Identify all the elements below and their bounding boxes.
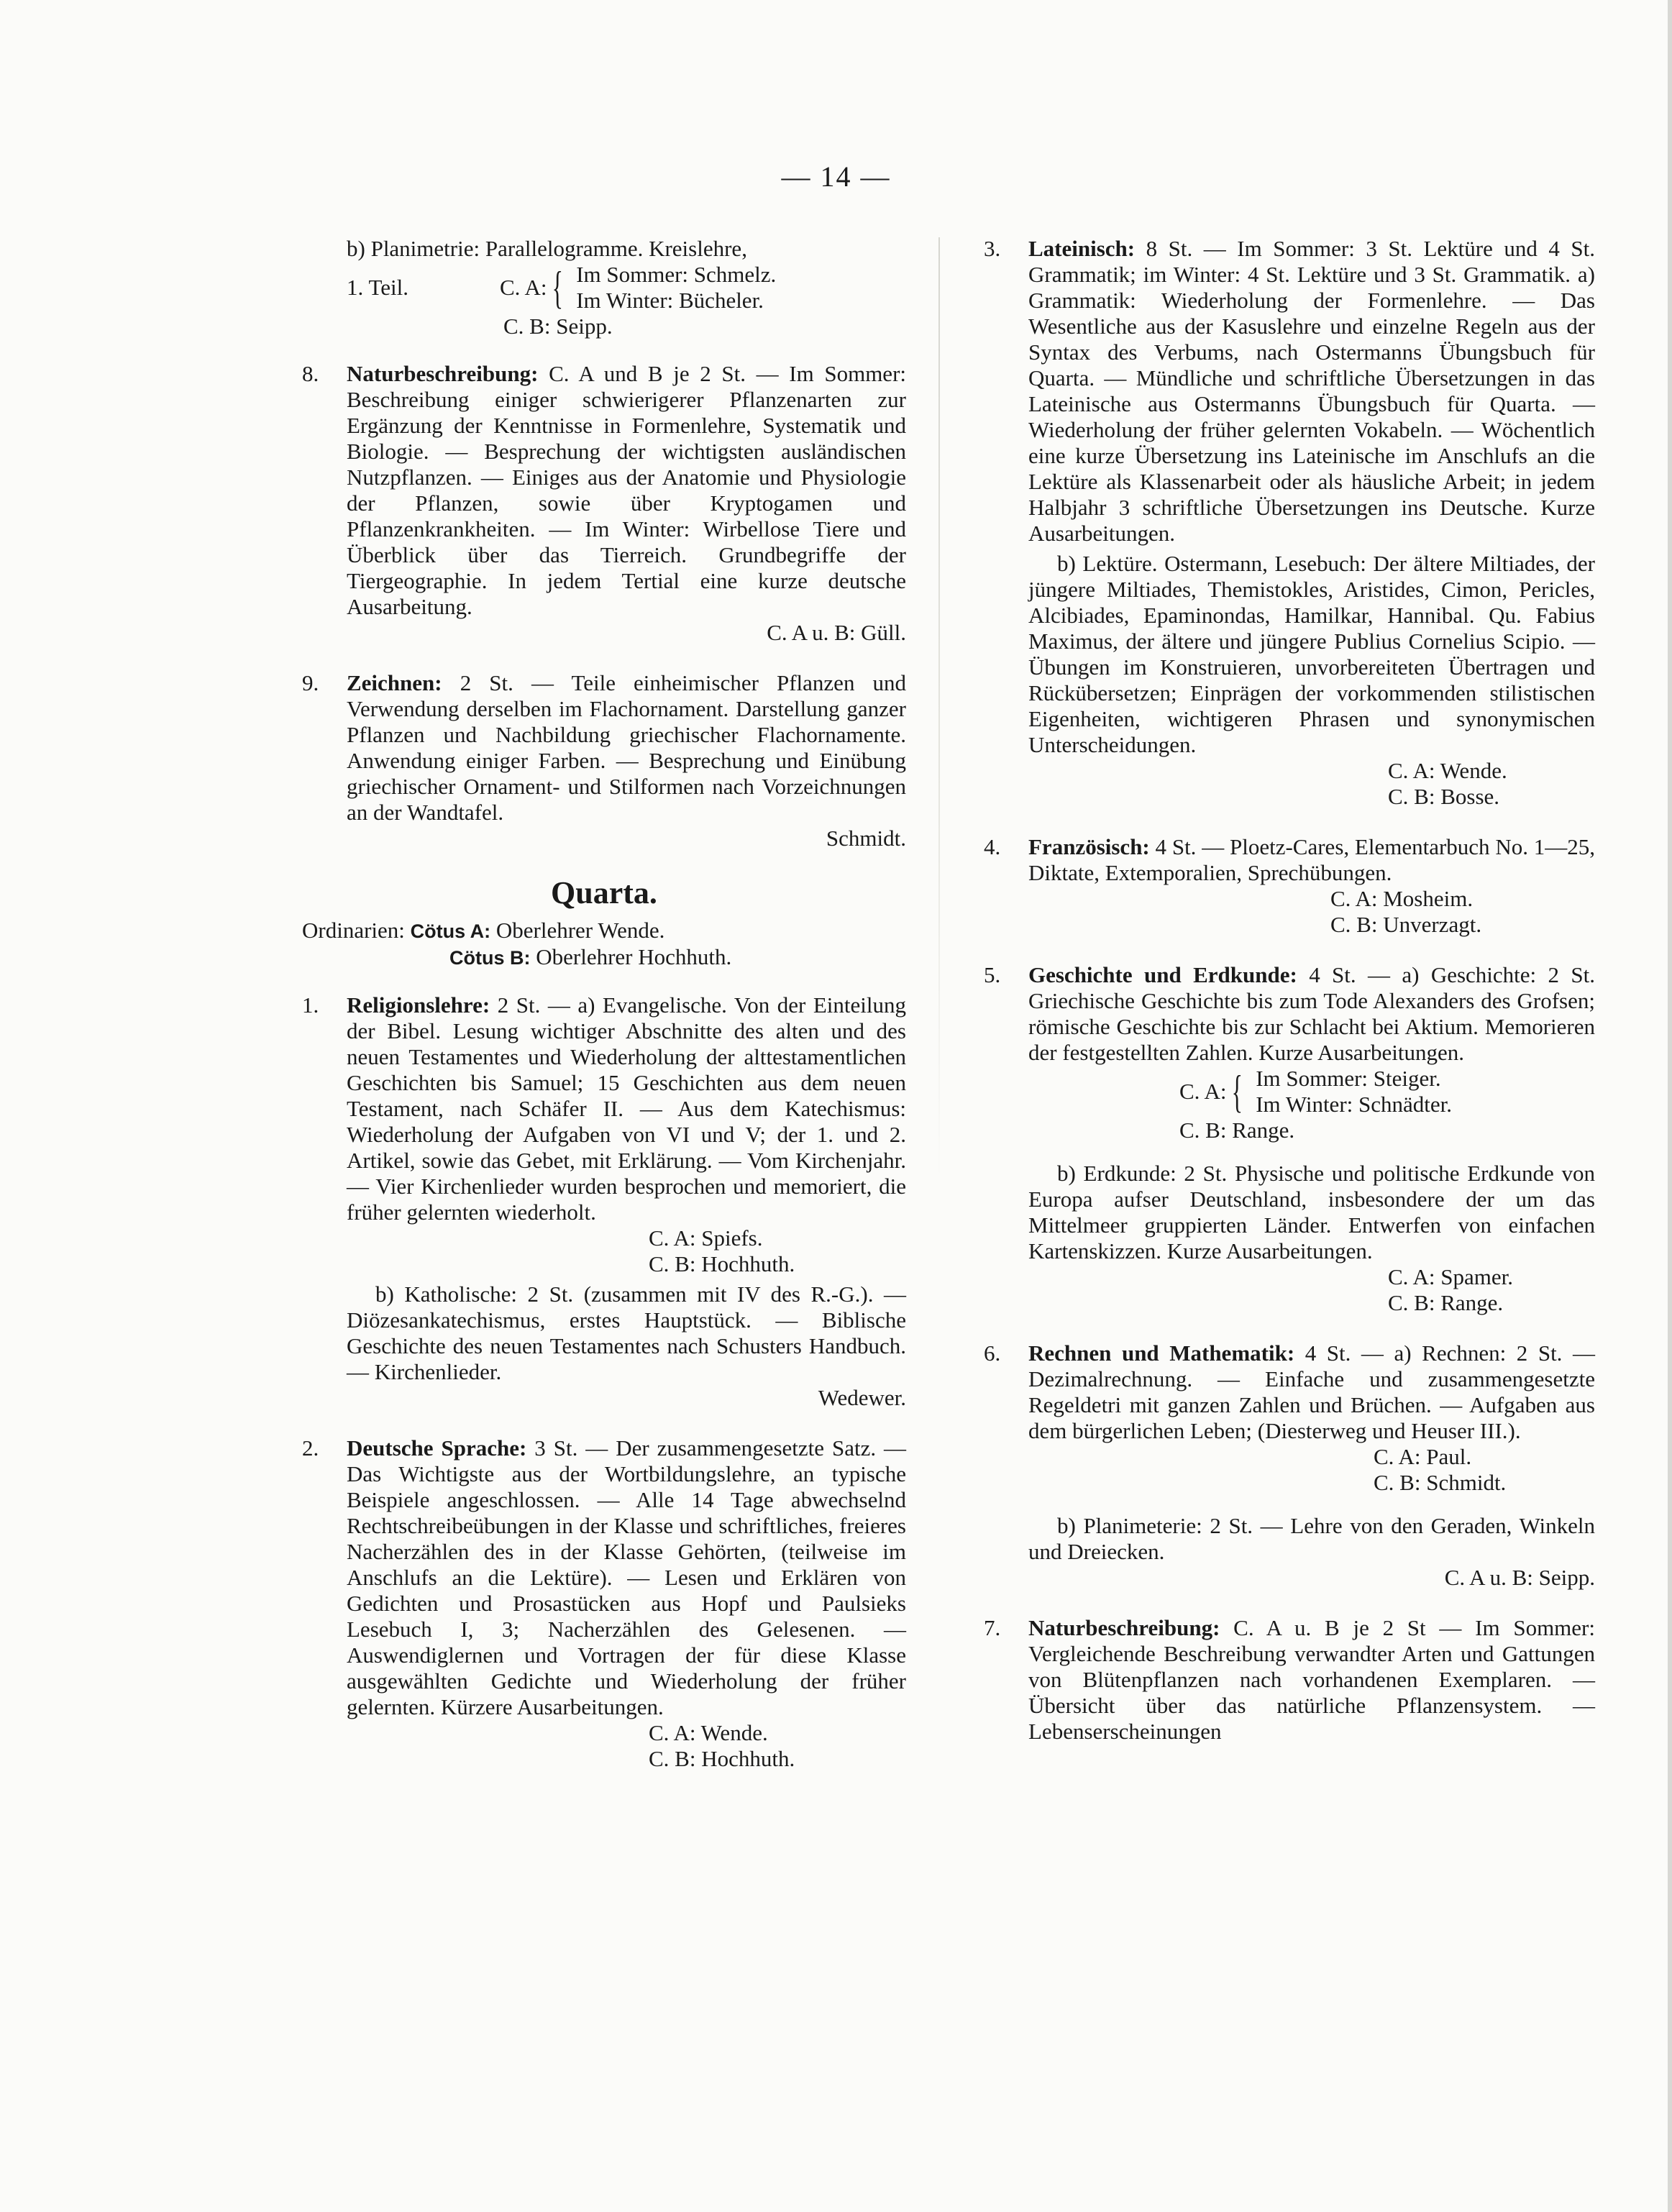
item-6 — [984, 1340, 1595, 1591]
ordinarien — [302, 918, 906, 971]
ordinarien-label: Ordinarien: — [302, 918, 405, 943]
planimetrie-line1: b) Planimetrie: Parallelogramme. Kreislehre, — [347, 236, 747, 261]
item-text-b: b) Lektüre. Ostermann, Lesebuch: Der ältere Miltiades, der jüngere Miltiades, Themistokles, Aristides, Cimon, Pericles, Alcibiades, Epaminondas, Hamilkar, Hannibal. Qu. Fabius Maximus, der ältere und jüngere Publius Cornelius Scipio. — Übungen im Konstruieren, unvorbereiteten Übertragen und Rückübersetzen; Einprägen der vorkommenden stilistischen Eigenheiten, wichtigeren Phrasen und synonymischen Unterscheidungen. — [1028, 551, 1595, 757]
planimetrie-line2: 1. Teil. — [347, 275, 408, 300]
item-heading: Naturbeschreibung: — [1028, 1615, 1220, 1640]
planimetrie-cb: C. B: Seipp. — [503, 314, 613, 339]
teacher-b: C. B: Schmidt. — [1374, 1470, 1507, 1495]
right-column — [984, 236, 1595, 1769]
item-text: 4 St. — a) Geschichte: 2 St. Griechische Geschichte bis zum Tode Alexanders des Grofsen; römische Geschichte bis zur Schlacht bei Aktium. Memorieren der festgestellten Zahlen. Kurze Ausarbeitungen. — [1028, 962, 1596, 1065]
item-heading: Lateinisch: — [1028, 236, 1136, 261]
teacher-b: C. B: Hochhuth. — [649, 1251, 795, 1276]
teacher-a: C. A: Spamer. — [1388, 1264, 1513, 1289]
item-heading: Deutsche Sprache: — [347, 1435, 527, 1461]
item-heading: Rechnen und Mathematik: — [1028, 1340, 1295, 1366]
teacher-b: C. B: Unverzagt. — [1330, 912, 1482, 937]
item-heading: Geschichte und Erdkunde: — [1028, 962, 1297, 987]
teacher-b: C. B: Hochhuth. — [649, 1746, 795, 1771]
item-text: 3 St. — Der zusammengesetzte Satz. — Das Wichtigste aus der Wortbildungslehre, an typische Beispiele angeschlossen. — Alle 14 Tage abwechselnd Rechtschreibeübungen in der Klasse und schriftliches, freieres Nacherzählen des in der Klasse Gehörten, (teilweise im Anschlufs an die Lektüre). — Lesen und Erklären von Gedichten und Prosastücken aus Hopf und Paulsieks Lesebuch I, 3; Nacherzählen des Gelesenen. — Auswendiglernen und Vortragen der für diese Klasse ausgewählten Gedichte und Wiederholung der früher gelernten. Kürzere Ausarbeitungen. — [347, 1435, 907, 1719]
item-text: C. A u. B je 2 St — Im Sommer: Vergleichende Beschreibung verwandter Arten und Gattungen von Blütenpflanzen nach vorhandenen Exemplaren. — Übersicht über das natürliche Pflanzensystem. — Lebenserscheinungen — [1028, 1615, 1595, 1744]
brace-icon: { — [1232, 1066, 1243, 1117]
planimetrie-ca-label: C. A: — [500, 275, 547, 300]
item-2 — [302, 1435, 906, 1772]
teacher-b: C. B: Range. — [1388, 1290, 1504, 1315]
coetus-a-value: Oberlehrer Wende. — [495, 918, 665, 943]
item-heading: Religionslehre: — [347, 992, 490, 1018]
item-text-b: b) Katholische: 2 St. (zusammen mit IV des R.-G.). — Diözesankatechismus, erstes Hauptstück. — Biblische Geschichte des neuen Testamentes nach Schusters Handbuch. — Kirchenlieder. — [347, 1281, 906, 1384]
scan-edge — [1668, 0, 1672, 2212]
item-number: 4. — [984, 834, 1001, 859]
column-divider — [938, 237, 940, 1179]
item-4 — [984, 834, 1595, 938]
planimetrie-continuation — [302, 236, 906, 339]
item-number: 8. — [302, 361, 319, 386]
coetus-a-key: Cötus A: — [410, 920, 491, 942]
item-number: 5. — [984, 962, 1001, 987]
teacher-a: C. A: Wende. — [1388, 758, 1507, 783]
item-text: 2 St. — a) Evangelische. Von der Einteilung der Bibel. Lesung wichtiger Abschnitte des alten und des neuen Testamentes und Wiederholung der alttestamentlichen Geschichten bis Samuel; 15 Geschichten aus dem neuen Testament, nach Schäfer II. — Aus dem Katechismus: Wiederholung der Aufgaben von VI und V; der 1. und 2. Artikel, sowie das Gebet, mit Erklärung. — Vom Kirchenjahr. — Vier Kirchenlieder wurden besprochen und memoriert, die früher gelernten wiederholt. — [347, 992, 907, 1225]
item-number: 1. — [302, 992, 319, 1018]
item-text: 4 St. — Ploetz-Cares, Elementarbuch No. 1—25, Diktate, Extemporalien, Sprechübungen. — [1028, 834, 1595, 885]
item-5 — [984, 962, 1595, 1316]
teacher-c: Wedewer. — [818, 1385, 906, 1410]
teacher-a: C. A: Spiefs. — [649, 1225, 763, 1251]
teacher-a: C. A: Paul. — [1374, 1444, 1472, 1469]
coetus-b-key: Cötus B: — [449, 947, 531, 969]
item-heading: Naturbeschreibung: — [347, 361, 539, 386]
planimetrie-ca-winter: Im Winter: Bücheler. — [576, 288, 764, 313]
item-text-b: b) Erdkunde: 2 St. Physische und politische Erdkunde von Europa aufser Deutschland, insbesondere der um das Mittelmeer gruppierten Länder. Entwerfen von einfachen Kartenskizzen. Kurze Ausarbeitungen. — [1028, 1161, 1595, 1263]
geschichte-ca-label: C. A: — [1179, 1079, 1227, 1104]
item-text-b: b) Planimeterie: 2 St. — Lehre von den Geraden, Winkeln und Dreiecken. — [1028, 1513, 1595, 1564]
item-number: 2. — [302, 1435, 319, 1461]
item-3 — [984, 236, 1595, 810]
section-title: Quarta. — [551, 875, 657, 910]
item-number: 3. — [984, 236, 1001, 261]
item-text: C. A und B je 2 St. — Im Sommer: Beschreibung einiger schwierigerer Pflanzenarten zur Ergänzung der Kenntnisse in Formenlehre, Systematik und Biologie. — Besprechung der wichtigsten ausländischen Nutzpflanzen. — Einiges aus der Anatomie und Physiologie der Pflanzen, sowie über Kryptogamen und Pflanzenkrankheiten. — Im Winter: Wirbellose Tiere und Überblick über das Tierreich. Grundbegriffe der Tiergeographie. In jedem Tertial eine kurze deutsche Ausarbeitung. — [347, 361, 906, 619]
item-8 — [302, 361, 906, 646]
item-text: 4 St. — a) Rechnen: 2 St. — Dezimalrechnung. — Einfache und zusammengesetzte Regeldetri mit ganzen Zahlen und Brüchen. — Aufgaben aus dem bürgerlichen Leben; (Diesterweg und Heuser III.). — [1028, 1340, 1595, 1443]
item-heading: Französisch: — [1028, 834, 1150, 859]
item-1 — [302, 992, 906, 1411]
teacher-a: C. A: Wende. — [649, 1720, 768, 1745]
page-number: — 14 — — [781, 160, 891, 193]
geschichte-teacher-block — [1028, 1066, 1595, 1118]
teacher-c: C. A u. B: Seipp. — [1444, 1565, 1595, 1590]
item-heading: Zeichnen: — [347, 670, 442, 695]
item-9 — [302, 670, 906, 851]
item-text: 2 St. — Teile einheimischer Pflanzen und Verwendung derselben im Flachornament. Darstellung ganzer Pflanzen und Nachbildung griechischer Flachornamente. Anwendung einiger Farben. — Besprechung und Einübung griechischer Ornament- und Stilformen nach Vorzeichnungen an der Wandtafel. — [347, 670, 907, 825]
planimetrie-teacher-block — [347, 262, 906, 314]
teacher: Schmidt. — [826, 826, 906, 851]
geschichte-ca-winter: Im Winter: Schnädter. — [1256, 1092, 1452, 1117]
brace-icon: { — [552, 262, 564, 313]
item-number: 9. — [302, 670, 319, 695]
geschichte-ca-sommer: Im Sommer: Steiger. — [1256, 1066, 1441, 1091]
item-7 — [984, 1615, 1595, 1745]
teacher: C. A u. B: Güll. — [767, 620, 906, 645]
teacher-b: C. B: Bosse. — [1388, 784, 1500, 809]
left-column — [302, 236, 906, 1796]
geschichte-cb: C. B: Range. — [1179, 1118, 1295, 1143]
item-number: 6. — [984, 1340, 1001, 1366]
item-number: 7. — [984, 1615, 1001, 1640]
teacher-a: C. A: Mosheim. — [1330, 886, 1474, 911]
item-text: 8 St. — Im Sommer: 3 St. Lektüre und 4 St. Grammatik; im Winter: 4 St. Lektüre und 3 St. Grammatik. a) Grammatik: Wiederholung der Formenlehre. — Das Wesentliche aus der Kasuslehre und einzelne Regeln aus der Syntax des Verbums, nach Ostermanns Übungsbuch für Quarta. — Mündliche und schriftliche Übersetzungen in das Lateinische aus Ostermanns Übungsbuch für Quarta. — Wiederholung der früher gelernten Vokabeln. — Wöchentlich eine kurze Übersetzung ins Lateinische im Anschlufs an die Lektüre als Klassenarbeit oder als häusliche Arbeit; in jedem Halbjahr 3 schriftliche Übersetzungen ins Deutsche. Kurze Ausarbeitungen. — [1028, 236, 1595, 546]
planimetrie-ca-sommer: Im Sommer: Schmelz. — [576, 262, 777, 287]
coetus-b-value: Oberlehrer Hochhuth. — [536, 944, 732, 969]
